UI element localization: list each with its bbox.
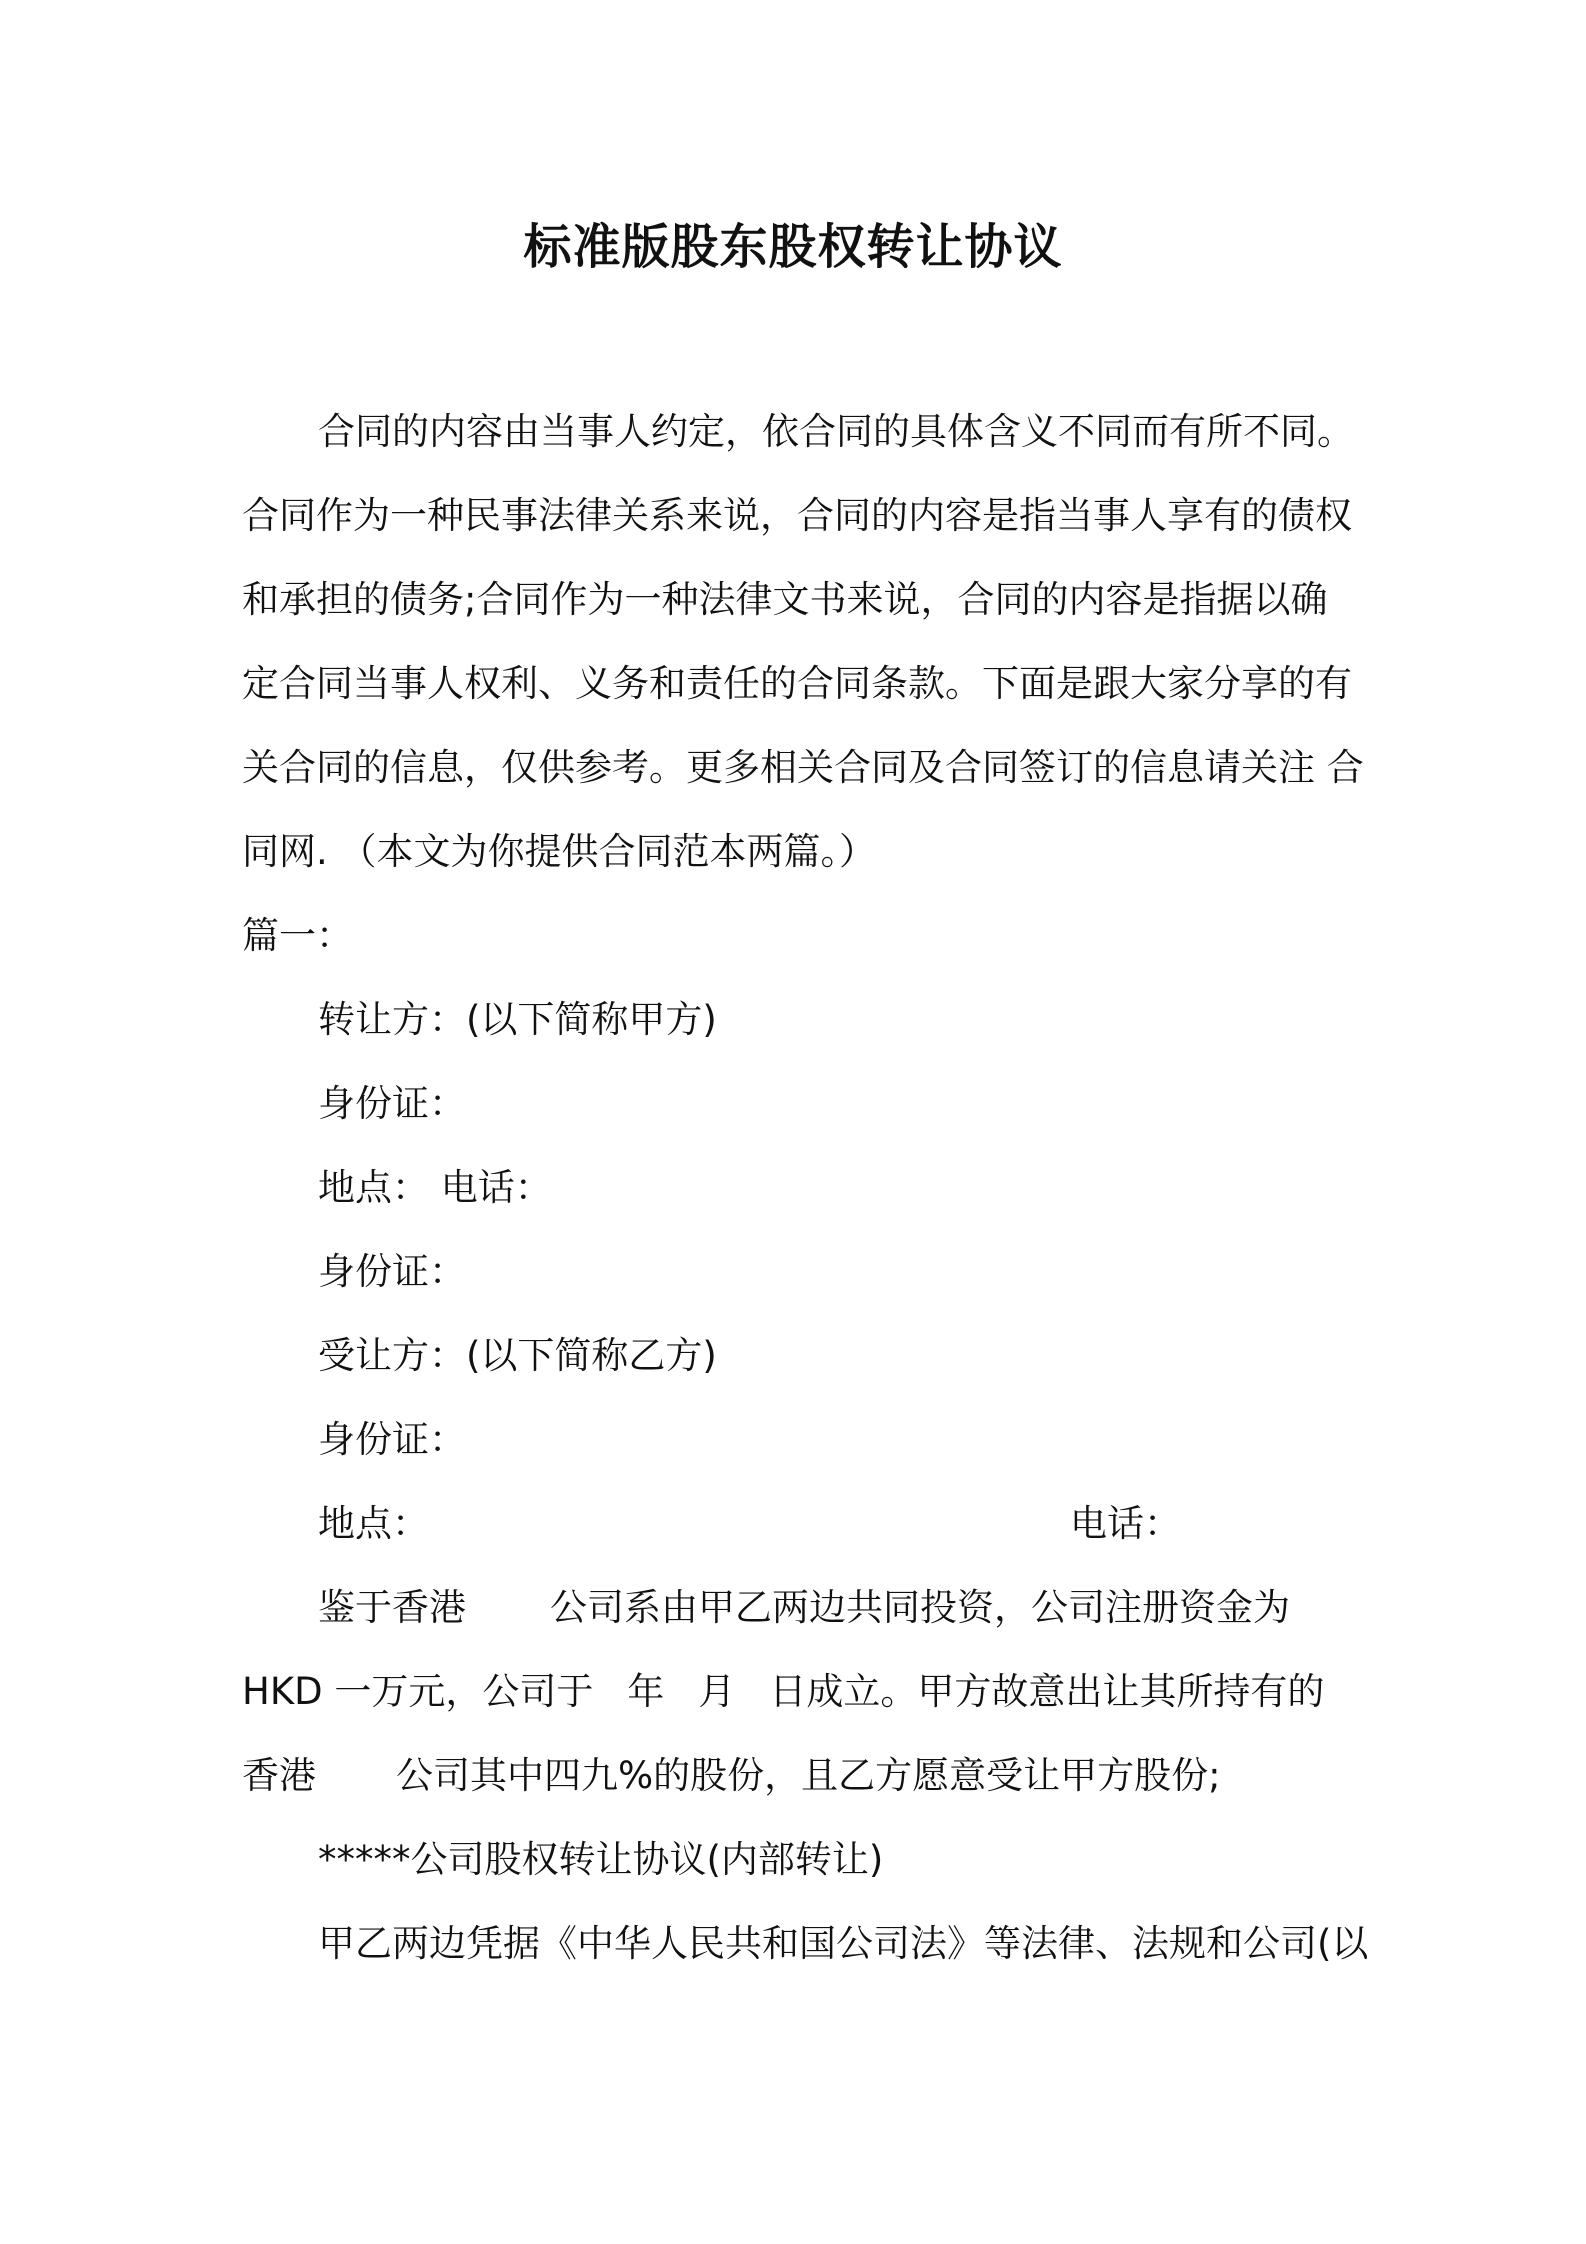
clause-line xyxy=(242,1746,1221,1806)
clause-text: 日成立。甲方故意出让其所持有的 xyxy=(769,1670,1325,1713)
clause-text: 月 xyxy=(698,1670,736,1713)
document-title: 标准版股东股权转让协议 xyxy=(523,219,1063,275)
intro-line: 同网. （本文为你提供合同范本两篇。） xyxy=(242,830,877,873)
id-card-field: 身份证： xyxy=(318,1250,466,1293)
section-label: 篇一： xyxy=(242,914,353,957)
phone-field: 电话： xyxy=(1070,1502,1181,1545)
transferee-field: 受让方：(以下简称乙方) xyxy=(318,1334,717,1377)
address-field: 地点： xyxy=(318,1502,429,1545)
agreement-heading: *****公司股权转让协议(内部转让) xyxy=(318,1838,884,1881)
intro-line: 定合同当事人权利、义务和责任的合同条款。下面是跟大家分享的有 xyxy=(242,662,1352,705)
intro-line: 关合同的信息，仅供参考。更多相关合同及合同签订的信息请关注 合 xyxy=(242,746,1364,789)
intro-line: 合同作为一种民事法律关系来说，合同的内容是指当事人享有的债权 xyxy=(242,494,1352,537)
intro-line: 合同的内容由当事人约定，依合同的具体含义不同而有所不同。 xyxy=(318,410,1354,453)
clause-line xyxy=(242,1662,1324,1722)
clause-line xyxy=(318,1578,1290,1638)
id-card-field: 身份证： xyxy=(318,1082,466,1125)
clause-text: 公司其中四九%的股份，且乙方愿意受让甲方股份; xyxy=(396,1754,1221,1797)
id-card-field: 身份证： xyxy=(318,1418,466,1461)
clause-text: 公司系由甲乙两边共同投资，公司注册资金为 xyxy=(550,1586,1290,1629)
clause-text: 鉴于香港 xyxy=(318,1586,466,1629)
intro-line: 和承担的债务;合同作为一种法律文书来说，合同的内容是指据以确 xyxy=(242,578,1328,621)
clause-text: 年 xyxy=(627,1670,665,1713)
clause-text: HKD 一万元，公司于 xyxy=(242,1670,594,1713)
transferor-field: 转让方：(以下简称甲方) xyxy=(318,998,717,1041)
final-line: 甲乙两边凭据《中华人民共和国公司法》等法律、法规和公司(以 xyxy=(318,1922,1369,1965)
address-phone-field: 地点： 电话： xyxy=(318,1166,552,1209)
clause-text: 香港 xyxy=(242,1754,316,1797)
